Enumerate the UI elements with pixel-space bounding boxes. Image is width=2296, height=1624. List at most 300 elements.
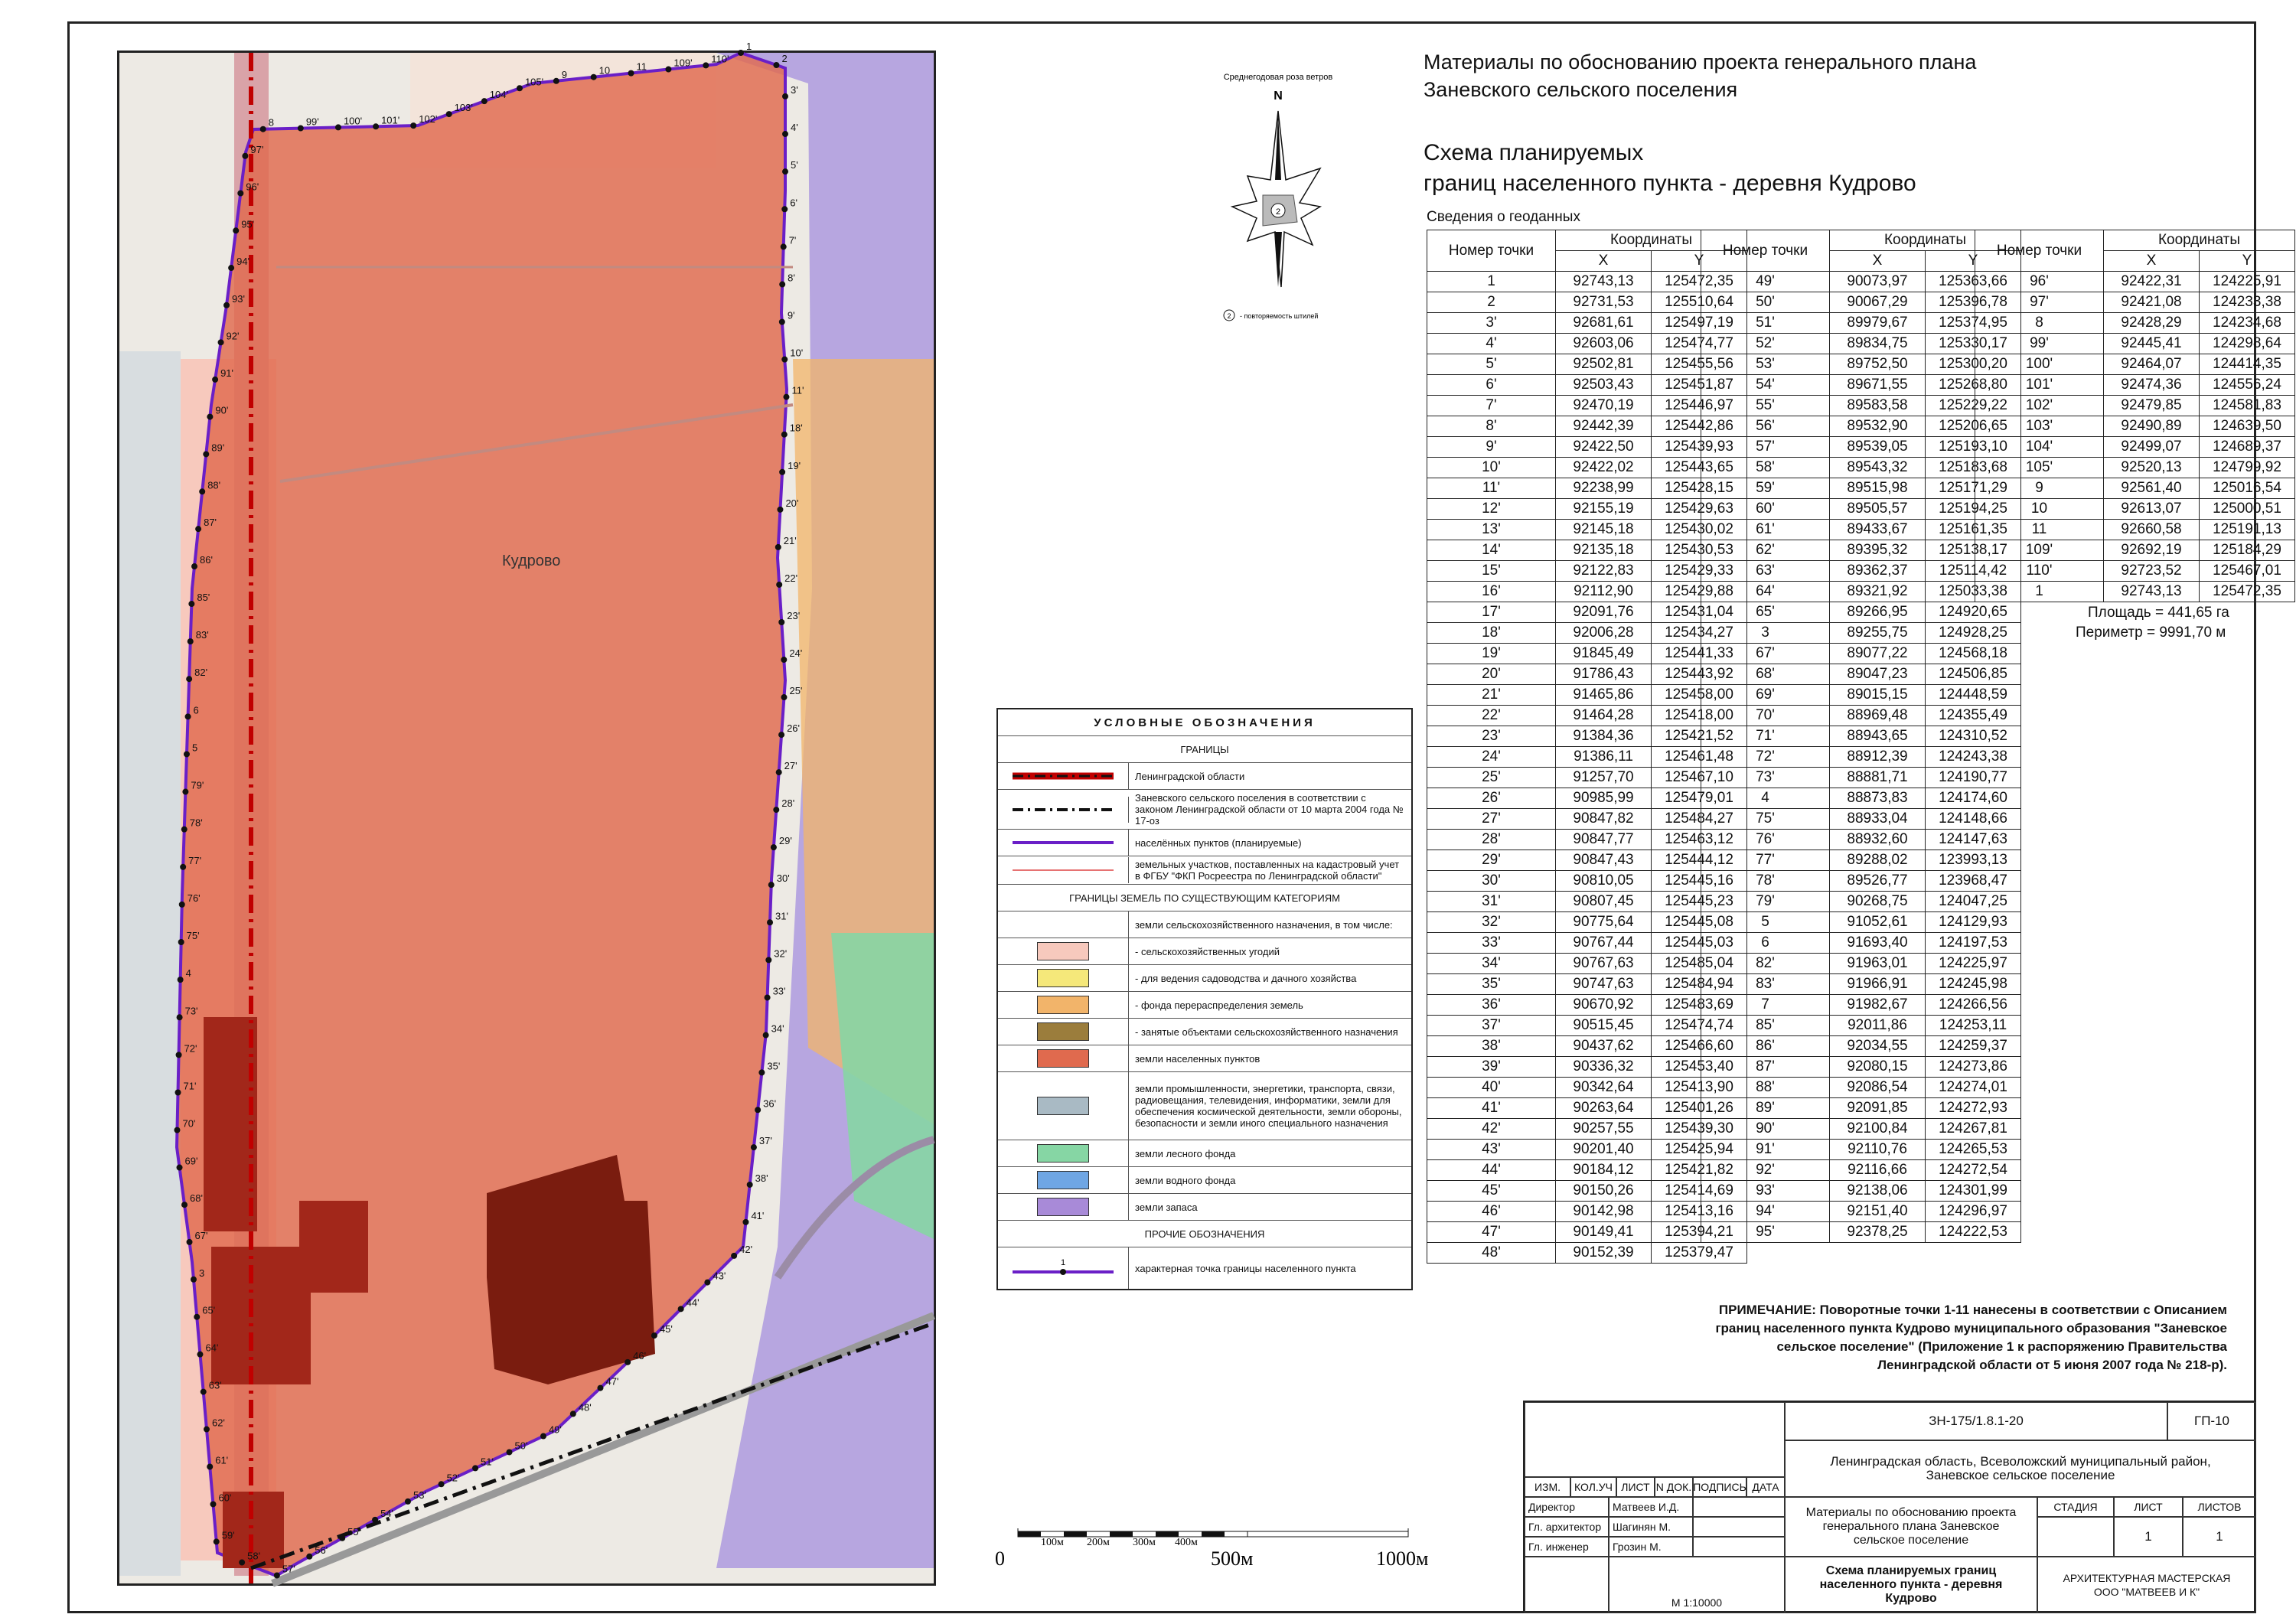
- boundary-point-label: 52': [446, 1472, 460, 1484]
- coord-y: 125472,35: [2200, 582, 2295, 602]
- boundary-point: [472, 1465, 478, 1471]
- point-id: 64': [1701, 582, 1830, 602]
- boundary-point-label: 36': [763, 1097, 777, 1110]
- table-row: [1701, 1140, 2021, 1160]
- table-row: [1701, 437, 2021, 458]
- coord-y: 125430,02: [1652, 520, 1747, 540]
- boundary-point-label: 89': [211, 442, 225, 454]
- coord-x: 90336,32: [1556, 1057, 1652, 1078]
- greenhouse-block: [211, 1247, 311, 1384]
- coord-x: 92692,19: [2104, 540, 2200, 561]
- coord-x: 92151,40: [1830, 1202, 1926, 1222]
- point-id: 48': [1427, 1243, 1556, 1264]
- table-row: [1975, 437, 2295, 458]
- table-row: [1975, 540, 2295, 561]
- th-y: Y: [2200, 251, 2295, 272]
- th-coords: Координаты: [2104, 230, 2295, 251]
- boundary-point-label: 97': [250, 143, 264, 155]
- table-row: [1427, 768, 1747, 788]
- point-id: 33': [1427, 933, 1556, 954]
- point-id: 34': [1427, 954, 1556, 974]
- stamp-sheet-h: ЛИСТ: [2114, 1497, 2183, 1517]
- coord-x: 92135,18: [1556, 540, 1652, 561]
- point-id: 22': [1427, 706, 1556, 726]
- point-id: 60': [1701, 499, 1830, 520]
- table-row: [1427, 1202, 1747, 1222]
- coord-x: 89047,23: [1830, 664, 1926, 685]
- table-row: [1701, 396, 2021, 416]
- stamp-col-date: ДАТА: [1746, 1477, 1785, 1497]
- swatch-industry: [1037, 1097, 1089, 1115]
- boundary-point: [218, 339, 224, 345]
- boundary-point-label: 65': [202, 1304, 216, 1316]
- coord-y: 125510,64: [1652, 292, 1747, 313]
- boundary-point-label: 25': [789, 685, 803, 697]
- coord-x: 89395,32: [1830, 540, 1926, 561]
- boundary-point: [517, 85, 523, 91]
- table-row: [1701, 644, 2021, 664]
- coord-y: 125442,86: [1652, 416, 1747, 437]
- boundary-point-label: 6: [193, 704, 199, 716]
- boundary-point-label: 67': [194, 1229, 208, 1241]
- boundary-point: [174, 1127, 180, 1133]
- boundary-point: [773, 807, 779, 813]
- boundary-point: [704, 1280, 710, 1286]
- coord-x: 91845,49: [1556, 644, 1652, 664]
- boundary-point: [223, 302, 230, 308]
- boundary-point-label: 8': [788, 272, 795, 284]
- swatch-agri-objects: [1037, 1022, 1089, 1041]
- coord-y: 125138,17: [1926, 540, 2021, 561]
- coord-y: 125396,78: [1926, 292, 2021, 313]
- table-row: [1427, 747, 1747, 768]
- stamp-col-sign: ПОДПИСЬ: [1693, 1477, 1746, 1497]
- subtitle-line2: границ населенного пункта - деревня Кудрово: [1424, 171, 1916, 196]
- table-row: [1975, 520, 2295, 540]
- table-row: [1701, 768, 2021, 788]
- boundary-point-label: 2: [781, 53, 788, 65]
- boundary-point: [776, 769, 782, 775]
- boundary-point: [755, 1107, 761, 1113]
- coord-y: 125485,04: [1652, 954, 1747, 974]
- boundary-point-label: 109': [673, 57, 693, 69]
- coord-y: 125497,19: [1652, 313, 1747, 334]
- boundary-point-label: 70': [182, 1117, 196, 1130]
- coord-y: 124355,49: [1926, 706, 2021, 726]
- boundary-point-label: 93': [232, 292, 245, 305]
- coord-y: 125451,87: [1652, 375, 1747, 396]
- boundary-point-label: 78': [189, 817, 203, 829]
- point-id: 58': [1701, 458, 1830, 478]
- legend-zanevskoe: Заневского сельского поселения в соответствии с законом Ленинградской области от 10 марта 2004 года № 17-оз: [1135, 792, 1404, 827]
- point-id: 72': [1701, 747, 1830, 768]
- boundary-point: [651, 1332, 657, 1339]
- coord-x: 90775,64: [1556, 912, 1652, 933]
- boundary-point-label: 50': [514, 1440, 528, 1452]
- coord-x: 92490,89: [2104, 416, 2200, 437]
- boundary-point: [783, 394, 789, 400]
- boundary-point: [228, 265, 234, 271]
- boundary-point-label: 102': [419, 113, 438, 126]
- industrial-area-left: [119, 351, 181, 1576]
- coord-y: 124245,98: [1926, 974, 2021, 995]
- boundary-point: [751, 1144, 757, 1150]
- coord-y: 125446,97: [1652, 396, 1747, 416]
- svg-text:500м: 500м: [1211, 1547, 1254, 1570]
- swatch-agri-lands: [1037, 942, 1089, 960]
- table-row: [1427, 954, 1747, 974]
- table-row: [1701, 272, 2021, 292]
- coord-x: 92006,28: [1556, 623, 1652, 644]
- coord-x: 90847,82: [1556, 809, 1652, 830]
- boundary-point-label: 7': [788, 234, 797, 246]
- point-id: 57': [1701, 437, 1830, 458]
- coord-y: 124799,92: [2200, 458, 2295, 478]
- boundary-point-label: 92': [226, 330, 240, 342]
- boundary-point-label: 69': [184, 1155, 198, 1167]
- coord-x: 90268,75: [1830, 892, 1926, 912]
- table-row: [1701, 1036, 2021, 1057]
- coord-x: 90149,41: [1556, 1222, 1652, 1243]
- windrose-title: Среднегодовая роза ветров: [1223, 73, 1333, 82]
- table-row: [1427, 1243, 1747, 1264]
- table-row: [1701, 809, 2021, 830]
- boundary-point-label: 4': [791, 122, 798, 134]
- point-id: 109': [1975, 540, 2104, 561]
- coord-y: 125474,77: [1652, 334, 1747, 354]
- coord-x: 92091,85: [1830, 1098, 1926, 1119]
- boundary-point: [782, 168, 788, 174]
- coord-y: 124568,18: [1926, 644, 2021, 664]
- coord-x: 92086,54: [1830, 1078, 1926, 1098]
- table-row: [1427, 685, 1747, 706]
- boundary-point-label: 24': [789, 647, 803, 660]
- coord-x: 92428,29: [2104, 313, 2200, 334]
- point-id: 85': [1701, 1016, 1830, 1036]
- boundary-point-label: 76': [187, 892, 201, 904]
- coord-y: 125418,00: [1652, 706, 1747, 726]
- table-row: [1427, 1181, 1747, 1202]
- table-row: [1427, 933, 1747, 954]
- windrose-shape: [1232, 111, 1320, 287]
- coord-y: 125455,56: [1652, 354, 1747, 375]
- table-row: [1427, 726, 1747, 747]
- table-row: [1427, 788, 1747, 809]
- coord-y: 124197,53: [1926, 933, 2021, 954]
- coord-y: 125268,80: [1926, 375, 2021, 396]
- stamp-name2: Шагинян М.: [1609, 1517, 1693, 1537]
- th-coords: Координаты: [1556, 230, 1747, 251]
- coord-x: 92116,66: [1830, 1160, 1926, 1181]
- boundary-point-label: 110': [711, 53, 729, 65]
- coord-x: 92110,76: [1830, 1140, 1926, 1160]
- table-row: [1701, 1057, 2021, 1078]
- coord-y: 125428,15: [1652, 478, 1747, 499]
- point-id: 7: [1701, 995, 1830, 1016]
- boundary-point-label: 20': [785, 497, 799, 509]
- point-id: 25': [1427, 768, 1556, 788]
- table-row: [1701, 974, 2021, 995]
- coord-x: 92502,81: [1556, 354, 1652, 375]
- point-id: 14': [1427, 540, 1556, 561]
- point-id: 28': [1427, 830, 1556, 850]
- table-row: [1427, 520, 1747, 540]
- th-coords: Координаты: [1830, 230, 2021, 251]
- boundary-point-label: 49': [548, 1423, 562, 1436]
- coord-y: 125229,22: [1926, 396, 2021, 416]
- coord-y: 125191,13: [2200, 520, 2295, 540]
- table-row: [1701, 375, 2021, 396]
- coord-x: 89433,67: [1830, 520, 1926, 540]
- legend-section-categories: ГРАНИЦЫ ЗЕМЕЛЬ ПО СУЩЕСТВУЮЩИМ КАТЕГОРИЯМ: [1069, 892, 1340, 904]
- boundary-point-label: 54': [380, 1507, 394, 1519]
- boundary-point: [758, 1069, 765, 1075]
- coord-y: 124310,52: [1926, 726, 2021, 747]
- coord-y: 124225,97: [1926, 954, 2021, 974]
- table-row: [1427, 830, 1747, 850]
- boundary-point-label: 34': [771, 1022, 784, 1035]
- boundary-point: [179, 902, 185, 908]
- boundary-point-label: 42': [739, 1243, 753, 1255]
- point-id: 70': [1701, 706, 1830, 726]
- table-row: [1701, 416, 2021, 437]
- svg-text:1000м: 1000м: [1376, 1547, 1429, 1570]
- coord-x: 89543,32: [1830, 458, 1926, 478]
- table-row: [1427, 623, 1747, 644]
- boundary-point-label: 19': [788, 459, 801, 471]
- table-row: [1427, 272, 1747, 292]
- boundary-point-label: 57': [282, 1563, 295, 1575]
- boundary-point-label: 3: [198, 1267, 205, 1279]
- coord-y: 125445,08: [1652, 912, 1747, 933]
- coord-y: 125114,42: [1926, 561, 2021, 582]
- table-row: [1427, 292, 1747, 313]
- boundary-point-label: 30': [776, 872, 790, 885]
- coord-x: 88932,60: [1830, 830, 1926, 850]
- boundary-point: [212, 377, 218, 383]
- coord-x: 92603,06: [1556, 334, 1652, 354]
- coord-x: 90847,43: [1556, 850, 1652, 871]
- point-id: 83': [1701, 974, 1830, 995]
- table-row: [1427, 995, 1747, 1016]
- table-row: [1427, 313, 1747, 334]
- boundary-point-label: 56': [315, 1544, 328, 1556]
- table-row: [1427, 912, 1747, 933]
- coord-x: 89539,05: [1830, 437, 1926, 458]
- table-row: [1975, 561, 2295, 582]
- coord-y: 124581,83: [2200, 396, 2295, 416]
- point-id: 46': [1427, 1202, 1556, 1222]
- coord-x: 89077,22: [1830, 644, 1926, 664]
- boundary-point-label: 51': [481, 1456, 494, 1468]
- point-id: 87': [1701, 1057, 1830, 1078]
- boundary-point: [767, 919, 773, 925]
- boundary-point-label: 46': [633, 1349, 647, 1361]
- table-row: [1701, 1016, 2021, 1036]
- table-row: [1427, 809, 1747, 830]
- point-id: 45': [1427, 1181, 1556, 1202]
- table-row: [1427, 664, 1747, 685]
- stamp-role3: Гл. инженер: [1525, 1537, 1609, 1557]
- boundary-point-label: 32': [774, 947, 788, 960]
- boundary-point-label: 35': [767, 1060, 781, 1072]
- point-id: 11: [1975, 520, 2104, 540]
- coord-y: 125441,33: [1652, 644, 1747, 664]
- coord-y: 125161,35: [1926, 520, 2021, 540]
- boundary-point: [776, 582, 782, 588]
- coord-y: 125429,33: [1652, 561, 1747, 582]
- coord-y: 123968,47: [1926, 871, 2021, 892]
- boundary-point: [185, 713, 191, 719]
- coord-y: 125171,29: [1926, 478, 2021, 499]
- point-id: 71': [1701, 726, 1830, 747]
- point-id: 7': [1427, 396, 1556, 416]
- boundary-point-label: 71': [183, 1080, 197, 1092]
- coord-x: 88881,71: [1830, 768, 1926, 788]
- table-row: [1975, 416, 2295, 437]
- boundary-point: [186, 676, 192, 682]
- boundary-point-label: 9': [787, 309, 795, 321]
- th-y: Y: [1652, 251, 1747, 272]
- boundary-point-label: 101': [381, 114, 400, 126]
- geodata-heading: Сведения о геоданных: [1427, 209, 1580, 225]
- stamp-location: Ленинградская область, Всеволожский муниципальный район, Заневское сельское поселение: [1785, 1440, 2256, 1497]
- point-id: 75': [1701, 809, 1830, 830]
- coord-y: 125434,27: [1652, 623, 1747, 644]
- table-row: [1701, 458, 2021, 478]
- coord-x: 90152,39: [1556, 1243, 1652, 1264]
- boundary-point-label: 104': [489, 89, 508, 101]
- boundary-point-label: 75': [186, 930, 200, 942]
- boundary-point: [781, 694, 787, 700]
- legend-water: земли водного фонда: [1135, 1174, 1236, 1186]
- table-row: [1427, 458, 1747, 478]
- stamp-scale: М 1:10000: [1609, 1557, 1785, 1613]
- coord-x: 92561,40: [2104, 478, 2200, 499]
- table-row: [1701, 850, 2021, 871]
- boundary-point-label: 27': [784, 760, 797, 772]
- legend-industry: земли промышленности, энергетики, транспорта, связи, радиовещания, телевидения, информатики, земли для обеспечения космической деятельности, земли обороны, безопасности и земли иного специального назначения: [1135, 1083, 1402, 1129]
- table-row: [1701, 1078, 2021, 1098]
- boundary-point: [781, 243, 787, 249]
- legend-lenobl: Ленинградской области: [1135, 770, 1245, 782]
- point-id: 93': [1701, 1181, 1830, 1202]
- coord-x: 92422,02: [1556, 458, 1652, 478]
- coord-x: 92613,07: [2104, 499, 2200, 520]
- svg-text:200м: 200м: [1087, 1537, 1110, 1548]
- swatch-forest: [1037, 1144, 1089, 1163]
- coord-x: 92080,15: [1830, 1057, 1926, 1078]
- point-id: 23': [1427, 726, 1556, 747]
- coord-y: 124147,63: [1926, 830, 2021, 850]
- coord-y: 125483,69: [1652, 995, 1747, 1016]
- coord-x: 91693,40: [1830, 933, 1926, 954]
- table-row: [1427, 334, 1747, 354]
- coord-x: 90767,63: [1556, 954, 1652, 974]
- coord-y: 125183,68: [1926, 458, 2021, 478]
- boundary-point: [335, 124, 341, 130]
- coord-x: 92238,99: [1556, 478, 1652, 499]
- th-point: Номер точки: [1427, 230, 1556, 272]
- point-id: 38': [1427, 1036, 1556, 1057]
- boundary-point-label: 61': [215, 1454, 229, 1466]
- point-id: 51': [1701, 313, 1830, 334]
- table-row: [1701, 726, 2021, 747]
- table-row: [1427, 892, 1747, 912]
- coord-y: 124298,64: [2200, 334, 2295, 354]
- boundary-point: [204, 1427, 210, 1433]
- swatch-redistribution: [1037, 996, 1089, 1014]
- title-block: [1523, 1401, 2256, 1613]
- point-id: 67': [1701, 644, 1830, 664]
- boundary-point: [214, 1538, 220, 1544]
- coord-x: 89979,67: [1830, 313, 1926, 334]
- coord-x: 92100,84: [1830, 1119, 1926, 1140]
- point-id: 40': [1427, 1078, 1556, 1098]
- boundary-point-label: 23': [787, 609, 801, 621]
- boundary-point: [199, 488, 205, 494]
- boundary-point: [177, 1165, 183, 1171]
- boundary-point-label: 21': [783, 534, 797, 546]
- coord-x: 92421,08: [2104, 292, 2200, 313]
- boundary-point: [410, 122, 416, 129]
- table-row: [1427, 1098, 1747, 1119]
- stamp-role2: Гл. архитектор: [1525, 1517, 1609, 1537]
- stamp-col-izm: ИЗМ.: [1525, 1477, 1570, 1497]
- coord-x: 91386,11: [1556, 747, 1652, 768]
- boundary-point: [782, 93, 788, 99]
- boundary-point: [178, 977, 184, 983]
- point-id: 27': [1427, 809, 1556, 830]
- table-row: [1701, 602, 2021, 623]
- boundary-point-label: 29': [778, 835, 792, 847]
- boundary-point-label: 59': [221, 1529, 235, 1541]
- greenhouse-block: [299, 1201, 368, 1293]
- coord-x: 92155,19: [1556, 499, 1652, 520]
- table-row: [1427, 437, 1747, 458]
- point-id: 62': [1701, 540, 1830, 561]
- point-id: 73': [1701, 768, 1830, 788]
- boundary-point: [197, 1352, 203, 1358]
- point-id: 47': [1427, 1222, 1556, 1243]
- coord-x: 90263,64: [1556, 1098, 1652, 1119]
- boundary-point-label: 10': [790, 347, 804, 359]
- point-id: 10': [1427, 458, 1556, 478]
- coord-y: 125425,94: [1652, 1140, 1747, 1160]
- point-id: 86': [1701, 1036, 1830, 1057]
- coord-x: 89015,15: [1830, 685, 1926, 706]
- coord-y: 124174,60: [1926, 788, 2021, 809]
- boundary-point: [781, 657, 787, 663]
- boundary-point: [181, 827, 188, 833]
- boundary-point: [178, 939, 184, 945]
- boundary-point: [203, 451, 209, 457]
- point-id: 96': [1975, 272, 2104, 292]
- point-id: 16': [1427, 582, 1556, 602]
- coord-x: 92743,13: [2104, 582, 2200, 602]
- boundary-point: [553, 78, 559, 84]
- boundary-point-label: 45': [659, 1323, 673, 1335]
- table-row: [1701, 1202, 2021, 1222]
- table-row: [1427, 1057, 1747, 1078]
- coord-y: 124234,68: [2200, 313, 2295, 334]
- boundary-point: [738, 50, 744, 56]
- point-id: 103': [1975, 416, 2104, 437]
- coord-x: 92499,07: [2104, 437, 2200, 458]
- place-label: Кудрово: [502, 553, 561, 569]
- table-row: [1701, 1119, 2021, 1140]
- point-id: 39': [1427, 1057, 1556, 1078]
